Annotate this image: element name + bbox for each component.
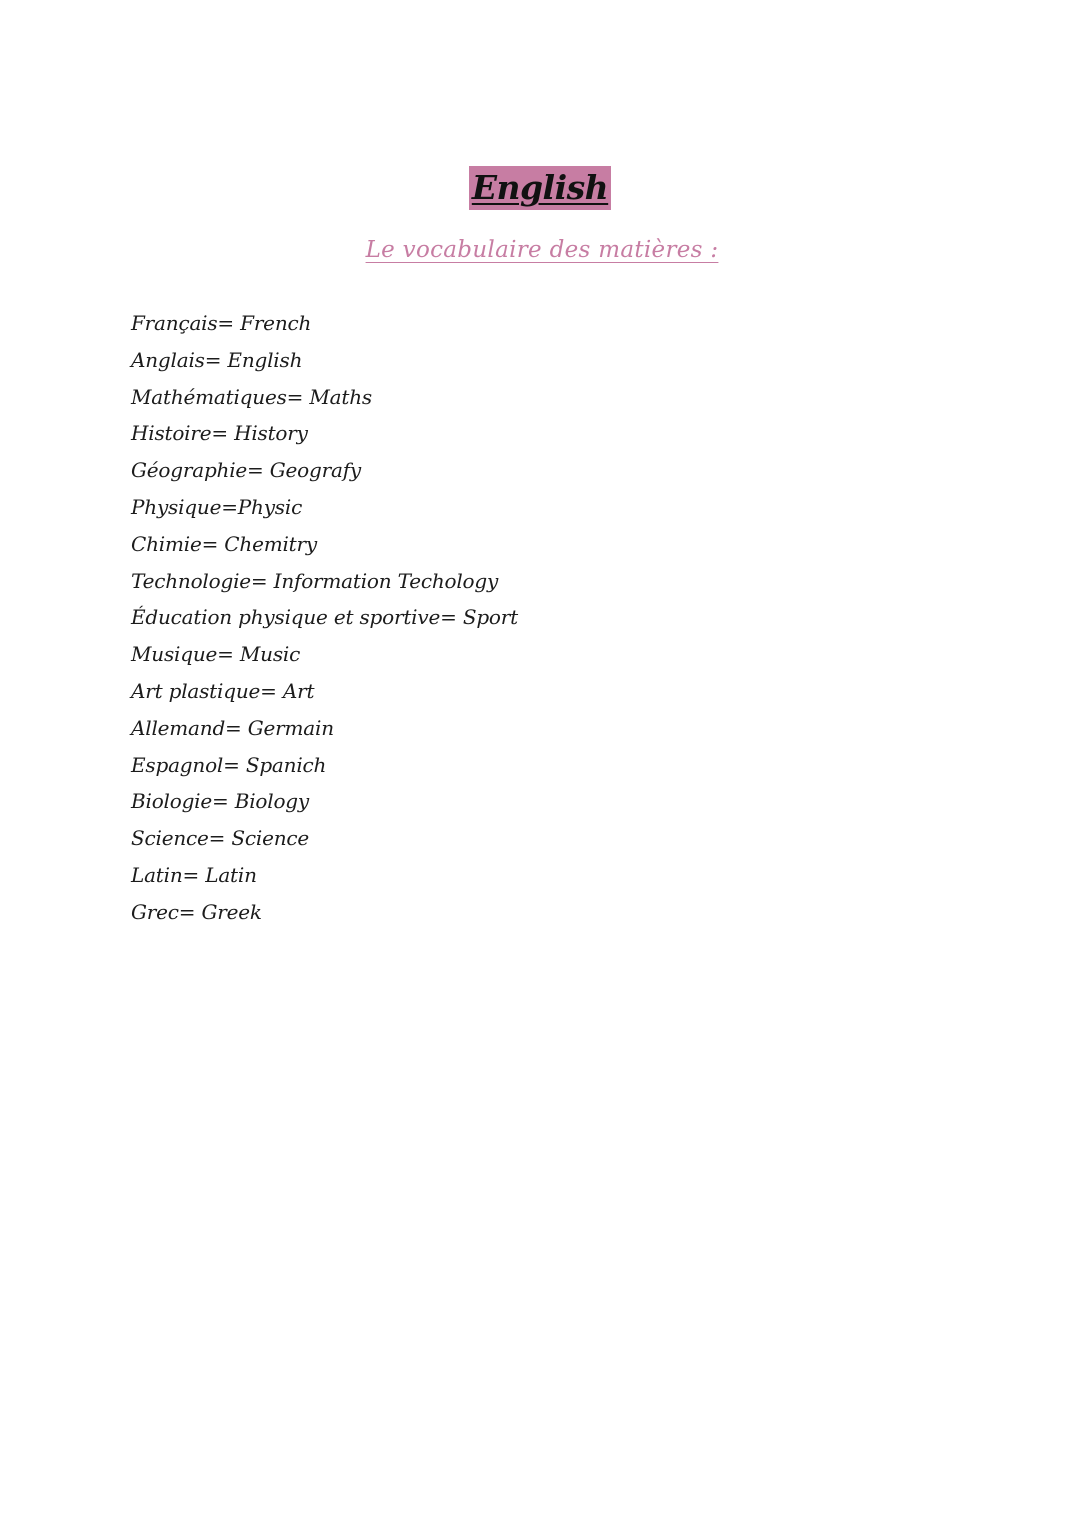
vocabulary-item: Grec= Greek	[131, 899, 262, 924]
title-container	[0, 166, 1080, 210]
vocabulary-item: Latin= Latin	[131, 862, 257, 887]
vocabulary-item: Mathématiques= Maths	[131, 384, 372, 409]
subtitle-container	[0, 233, 1080, 267]
vocabulary-item: Éducation physique et sportive= Sport	[131, 605, 518, 630]
vocabulary-item: Biologie= Biology	[131, 789, 309, 814]
vocabulary-item: Géographie= Geografy	[131, 458, 362, 483]
vocabulary-item: Art plastique= Art	[131, 678, 315, 703]
vocabulary-item: Allemand= Germain	[131, 715, 334, 740]
vocabulary-item: Histoire= History	[131, 421, 308, 446]
vocabulary-item: Anglais= English	[131, 347, 303, 372]
vocabulary-item: Musique= Music	[131, 642, 301, 667]
vocabulary-list	[131, 305, 518, 931]
vocabulary-item: Français= French	[131, 311, 312, 335]
page-subtitle: Le vocabulaire des matières :	[365, 237, 719, 263]
vocabulary-item: Chimie= Chemitry	[131, 531, 317, 556]
vocabulary-item: Physique=Physic	[131, 494, 303, 519]
vocabulary-item: Technologie= Information Techology	[131, 568, 499, 593]
vocabulary-item: Espagnol= Spanich	[131, 752, 327, 777]
page-title: English	[469, 166, 611, 210]
vocabulary-item: Science= Science	[131, 826, 310, 851]
